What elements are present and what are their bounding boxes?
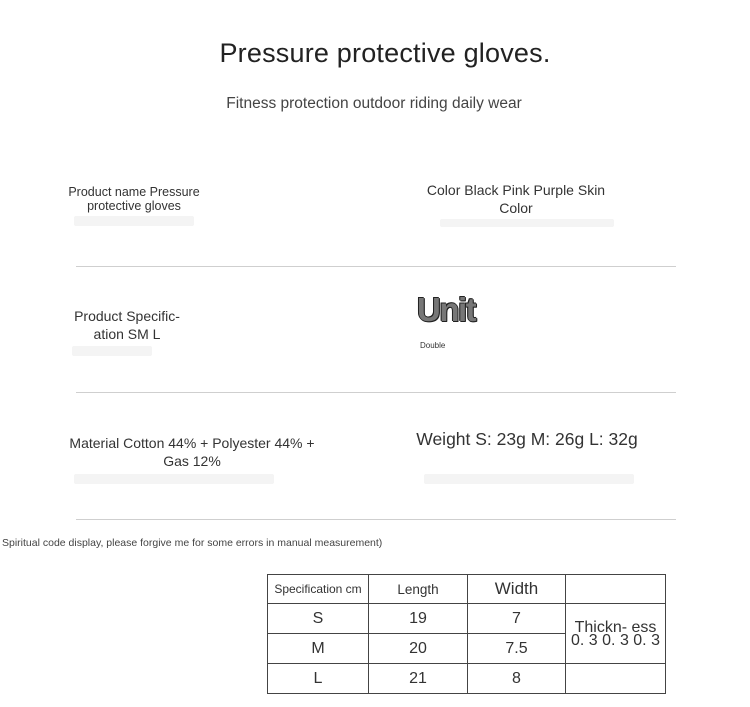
header-width: Width (468, 575, 566, 604)
page-subtitle: Fitness protection outdoor riding daily wear (226, 95, 522, 112)
size-cell: S (268, 604, 369, 634)
faded-shadow-text (74, 216, 194, 226)
faded-shadow-text (72, 346, 152, 356)
thickness-cell: Thickn- ess 0. 3 0. 3 0. 3 (566, 604, 666, 664)
color-text: Color Black Pink Purple Skin Color (426, 182, 606, 216)
header-blank (566, 575, 666, 604)
product-name-text: Product name Pressure protective gloves (68, 185, 200, 213)
width-cell: 8 (468, 664, 566, 694)
length-cell: 19 (369, 604, 468, 634)
divider (76, 392, 676, 393)
empty-cell (566, 664, 666, 694)
divider (76, 266, 676, 267)
faded-shadow-text (440, 219, 614, 227)
length-cell: 21 (369, 664, 468, 694)
size-table (267, 574, 666, 694)
size-cell: L (268, 664, 369, 694)
weight-text: Weight S: 23g M: 26g L: 32g (416, 429, 638, 449)
faded-shadow-text (424, 474, 634, 484)
unit-logo: Unit (417, 291, 476, 328)
faded-shadow-text (74, 474, 274, 484)
size-cell: M (268, 634, 369, 664)
width-cell: 7.5 (468, 634, 566, 664)
measurement-note: Spiritual code display, please forgive me for some errors in manual measurement) (2, 537, 383, 549)
product-specification-text: Product Specific- ation SM L (74, 308, 180, 342)
header-length: Length (369, 575, 468, 604)
width-cell: 7 (468, 604, 566, 634)
table-header-row (268, 575, 666, 604)
table-row (268, 604, 666, 634)
header-specification: Specification cm (268, 575, 369, 604)
table-row (268, 664, 666, 694)
unit-value: Double (420, 341, 446, 350)
material-text: Material Cotton 44% + Polyester 44% + Gas 12% (69, 435, 315, 469)
divider (76, 519, 676, 520)
page-title: Pressure protective gloves. (219, 38, 551, 68)
length-cell: 20 (369, 634, 468, 664)
